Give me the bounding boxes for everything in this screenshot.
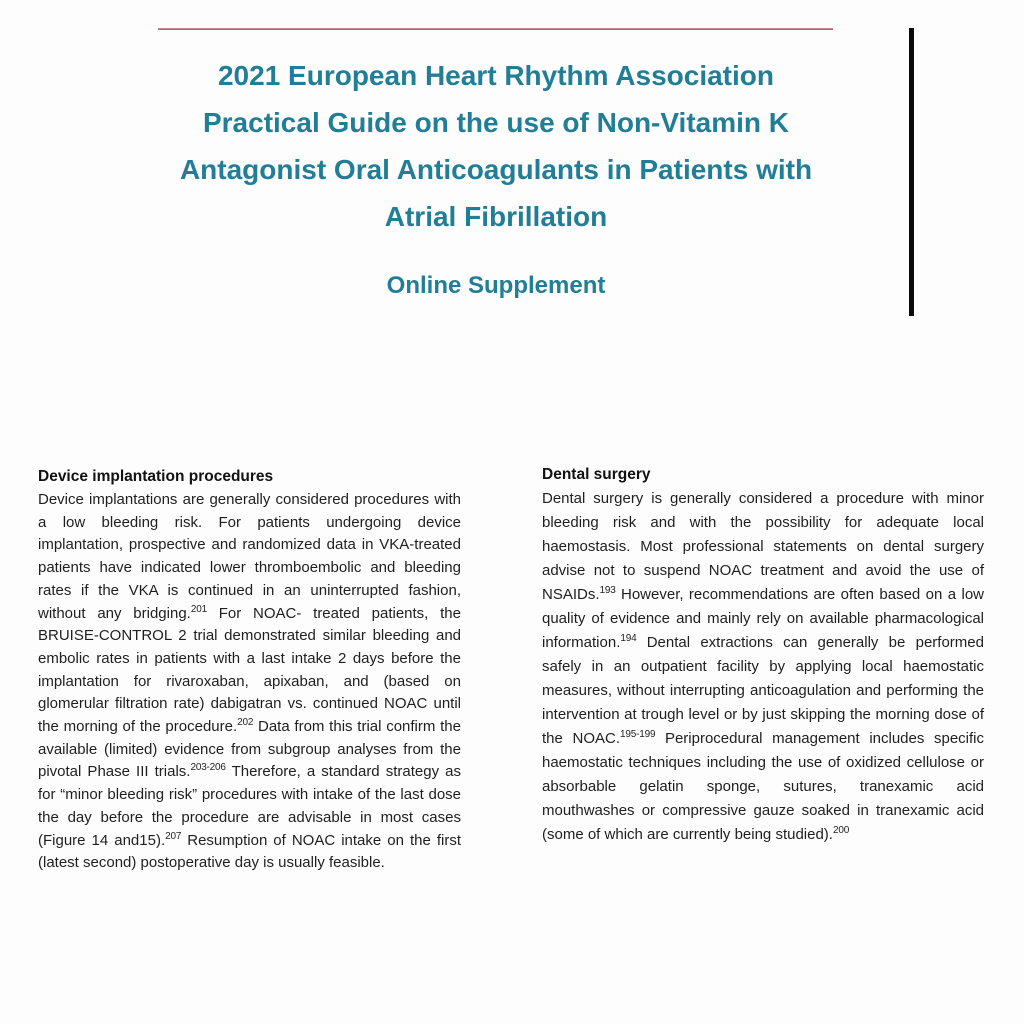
column-dental-surgery bbox=[542, 466, 984, 847]
document-title bbox=[36, 52, 956, 240]
top-rule-divider bbox=[158, 28, 833, 30]
section-body-device-implantation: Device implantations are generally considered procedures with a low bleeding risk. For patients undergoing device implantation, prospective and randomized data in VKA-treated patients have indicated lower thromboembolic and bleeding rates if the VKA is continued in an uninterrupted fashion, without any bridging.$^{201}$ For NOAC- treated patients, the BRUISE-CONTROL 2 trial demonstrated similar bleeding and embolic rates in patients with a last intake 2 days before the implantation for rivaroxaban, apixaban, and (based on glomerular filtration rate) dabigatran vs. continued NOAC until the morning of the procedure.$^{202}$ Data from this trial confirm the available (limited) evidence from subgroup analyses from the pivotal Phase III trials.$^{203-206}$ Therefore, a standard strategy as for “minor bleeding risk” procedures with intake of the last dose the day before the procedure are advisable in most cases (Figure 14 and15).$^{207}$ Resumption of NOAC intake on the first (latest second) postoperative day is usually feasible. bbox=[38, 491, 462, 872]
section-heading-device-implantation: Device implantation procedures bbox=[38, 468, 274, 485]
title-line-2: Practical Guide on the use of Non-Vitamin K bbox=[202, 107, 790, 138]
title-line-4: Atrial Fibrillation bbox=[384, 201, 608, 232]
section-body-dental-surgery: Dental surgery is generally considered a procedure with minor bleeding risk and with the possibility for adequate local haemostasis. Most professional statements on dental surgery advise not to suspend NOAC treatment and avoid the use of NSAIDs.$^{193}$ However, recommendations are often based on a low quality of evidence and mainly rely on available pharmacological information.$^{194}$ Dental extractions can generally be performed safely in an outpatient facility by applying local haemostatic measures, without interrupting anticoagulation and performing the intervention at trough level or by just skipping the morning dose of the NOAC.$^{195-199}$ Periprocedural management includes specific haemostatic techniques including the use of oxidized cellulose or absorbable gelatin sponge, sutures, tranexamic acid mouthwashes or compressive gauze soaked in tranexamic acid (some of which are currently being studied).$^{200}$ bbox=[542, 490, 985, 843]
title-line-1: 2021 European Heart Rhythm Association bbox=[217, 60, 774, 91]
column-device-implantation bbox=[38, 468, 461, 875]
title-line-3: Antagonist Oral Anticoagulants in Patients with bbox=[179, 154, 813, 185]
document-subtitle: Online Supplement bbox=[386, 272, 606, 299]
section-heading-dental-surgery: Dental surgery bbox=[542, 466, 651, 483]
